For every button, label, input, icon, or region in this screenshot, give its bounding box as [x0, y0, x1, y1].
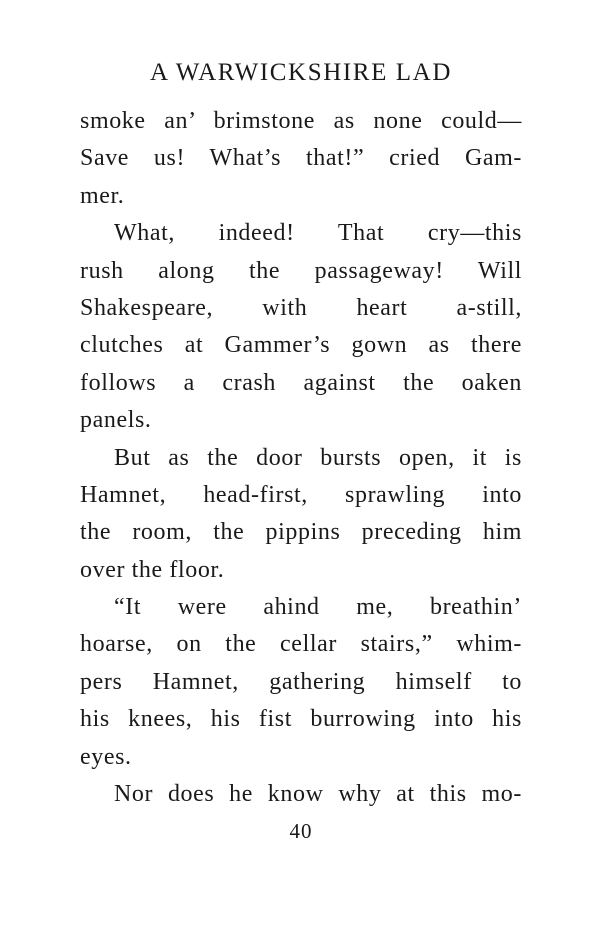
text-line: follows a crash against the oaken — [80, 369, 522, 396]
text-line: hoarse, on the cellar stairs,” whim- — [80, 631, 522, 658]
page-number: 40 — [289, 819, 313, 843]
text-line: smoke an’ brimstone as none could— — [80, 108, 522, 134]
text-line: his knees, his fist burrowing into his — [80, 706, 522, 733]
body-text — [80, 103, 522, 813]
running-head: A WARWICKSHIRE LAD — [150, 59, 452, 86]
text-line: rush along the passageway! Will — [80, 257, 522, 284]
text-line: Save us! What’s that!” cried Gam- — [80, 145, 522, 172]
text-line: eyes. — [80, 743, 132, 770]
text-line: What, indeed! That cry—this — [114, 220, 522, 247]
text-line: Shakespeare, with heart a-still, — [80, 294, 522, 321]
text-line: the room, the pippins preceding him — [80, 519, 522, 546]
text-line: panels. — [80, 407, 152, 434]
text-line: pers Hamnet, gathering himself to — [80, 668, 522, 695]
text-line: clutches at Gammer’s gown as there — [80, 332, 522, 359]
text-line: mer. — [80, 182, 125, 209]
text-line: over the floor. — [80, 556, 225, 583]
text-line: But as the door bursts open, it is — [114, 444, 522, 471]
text-line: “It were ahind me, breathin’ — [114, 594, 522, 621]
text-line: Nor does he know why at this mo- — [114, 781, 522, 808]
text-line: Hamnet, head-first, sprawling into — [80, 481, 522, 508]
